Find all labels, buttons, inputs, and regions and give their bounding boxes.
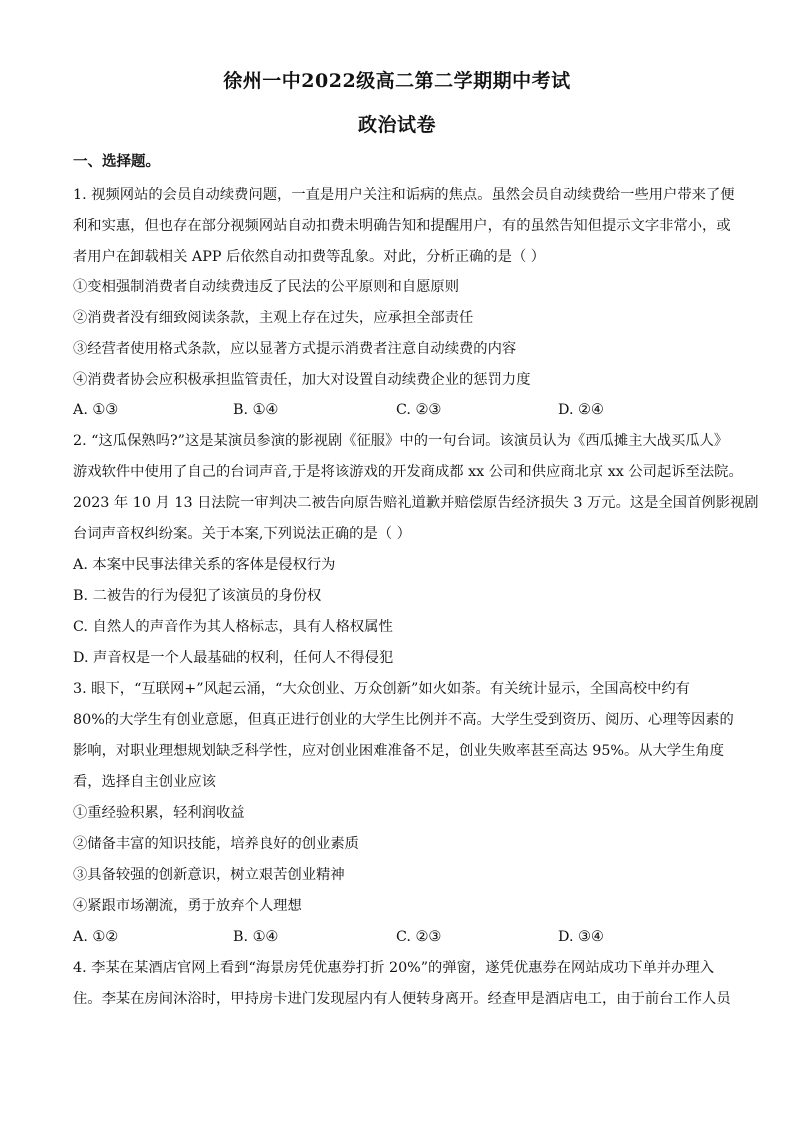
q4-stem-line: 住。李某在房间沐浴时，甲持房卡进门发现屋内有人便转身离开。经查甲是酒店电工，由于前台工作人员 xyxy=(73,991,731,1007)
q2-stem-line: 2. “这瓜保熟吗?”这是某演员参演的影视剧《征服》中的一句台词。该演员认为《西瓜摊主大战买瓜人》 xyxy=(73,433,729,449)
q2-option-c: C. 自然人的声音作为其人格标志，具有人格权属性 xyxy=(73,619,393,635)
q1-statement: ③经营者使用格式条款，应以显著方式提示消费者注意自动续费的内容 xyxy=(73,341,517,357)
q1-stem-line: 利和实惠，但也存在部分视频网站自动扣费未明确告知和提醒用户，有的虽然告知但提示文字非常小，或 xyxy=(73,218,731,234)
q1-statement: ①变相强制消费者自动续费违反了民法的公平原则和自愿原则 xyxy=(73,279,460,295)
q2-option-d: D. 声音权是一个人最基础的权利，任何人不得侵犯 xyxy=(73,650,394,666)
q3-option-a: A. ①② xyxy=(73,929,119,945)
q3-stem-line: 影响，对职业理想规划缺乏科学性，应对创业困难准备不足，创业失败率甚至高达 95%。从大学生角度 xyxy=(73,743,725,759)
q2-stem-line: 台词声音权纠纷案。关于本案,下列说法正确的是（ ） xyxy=(73,526,411,542)
exam-subtitle: 政治试卷 xyxy=(357,114,436,136)
q3-stem-line: 3. 眼下，“互联网+”风起云涌，“大众创业、万众创新”如火如荼。有关统计显示，全国高校中约有 xyxy=(73,681,690,697)
q1-statement: ②消费者没有细致阅读条款，主观上存在过失，应承担全部责任 xyxy=(73,310,474,326)
q3-statement: ④紧跟市场潮流，勇于放弃个人理想 xyxy=(73,898,302,914)
q3-options xyxy=(73,927,733,947)
q1-stem-line: 1. 视频网站的会员自动续费问题，一直是用户关注和诟病的焦点。虽然会员自动续费给一些用户带来了便 xyxy=(73,187,735,203)
q2-stem-line: 游戏软件中使用了自己的台词声音,于是将该游戏的开发商成都 xx 公司和供应商北京 xx 公司起诉至法院。 xyxy=(73,464,743,480)
section-heading: 一、选择题。 xyxy=(73,153,160,170)
exam-title: 徐州一中2022级高二第二学期期中考试 xyxy=(223,70,571,92)
q3-stem-line: 看，选择自主创业应该 xyxy=(73,774,216,790)
q1-option-d: D. ②④ xyxy=(558,402,604,418)
q2-option-a: A. 本案中民事法律关系的客体是侵权行为 xyxy=(73,557,336,573)
q3-statement: ③具备较强的创新意识，树立艰苦创业精神 xyxy=(73,867,345,883)
q3-option-d: D. ③④ xyxy=(558,929,604,945)
q1-option-c: C. ②③ xyxy=(396,402,442,418)
q3-statement: ①重经验积累，轻利润收益 xyxy=(73,805,245,821)
q1-options xyxy=(73,400,733,420)
q4-stem-line: 4. 李某在某酒店官网上看到“海景房凭优惠券打折 20%”的弹窗，遂凭优惠券在网站成功下单并办理入 xyxy=(73,960,714,976)
q2-stem-line: 2023 年 10 月 13 日法院一审判决二被告向原告赔礼道歉并赔偿原告经济损失 3 万元。这是全国首例影视剧 xyxy=(73,495,759,511)
q3-stem-line: 80%的大学生有创业意愿，但真正进行创业的大学生比例并不高。大学生受到资历、阅历、心理等因素的 xyxy=(73,712,734,728)
q2-option-b: B. 二被告的行为侵犯了该演员的身份权 xyxy=(73,588,322,604)
q3-option-b: B. ①④ xyxy=(233,929,279,945)
q1-statement: ④消费者协会应积极承担监管责任，加大对设置自动续费企业的惩罚力度 xyxy=(73,372,531,388)
q3-option-c: C. ②③ xyxy=(396,929,442,945)
q1-stem-line: 者用户在卸载相关 APP 后依然自动扣费等乱象。对此，分析正确的是（ ） xyxy=(73,249,546,265)
q1-option-b: B. ①④ xyxy=(233,402,279,418)
q1-option-a: A. ①③ xyxy=(73,402,119,418)
q3-statement: ②储备丰富的知识技能，培养良好的创业素质 xyxy=(73,836,359,852)
